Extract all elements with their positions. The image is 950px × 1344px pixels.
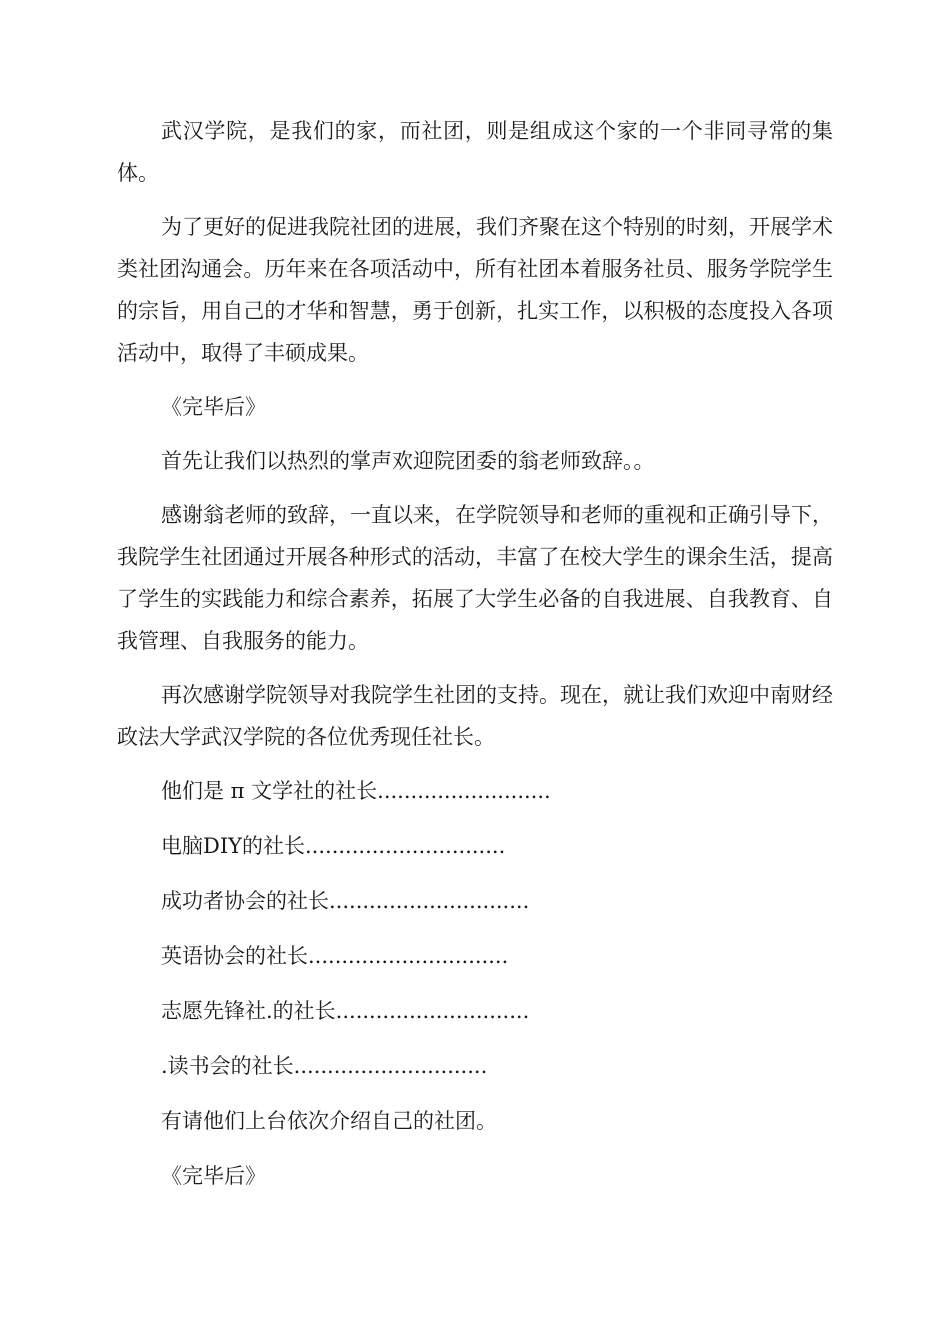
paragraph-welcome: 首先让我们以热烈的掌声欢迎院团委的翁老师致辞。。 [161, 449, 655, 473]
club-line: .读书会的社长............................. [161, 1054, 488, 1078]
club-line: 电脑DIY的社长.............................. [161, 834, 506, 858]
paragraph-introduce-presidents: 再次感谢学院领导对我院学生社团的支持。现在，就让我们欢迎中南财经政法大学武汉学院的各位优秀现任社长。 [117, 683, 833, 749]
paragraph-purpose: 为了更好的促进我院社团的进展，我们齐聚在这个特别的时刻，开展学术类社团沟通会。历年来在各项活动中，所有社团本着服务社员、服务学院学生的宗旨，用自己的才华和智慧，勇于创新，扎实工作，以积极的态度投入各项活动中，取得了丰硕成果。 [117, 215, 833, 365]
club-line: 成功者协会的社长.............................. [161, 889, 530, 913]
closing-invitation: 有请他们上台依次介绍自己的社团。 [161, 1109, 497, 1133]
paragraph-intro: 武汉学院，是我们的家，而社团，则是组成这个家的一个非同寻常的集体。 [117, 119, 833, 185]
document-body [117, 110, 833, 1210]
stage-direction: 《完毕后》 [161, 395, 266, 419]
club-line: 英语协会的社长.............................. [161, 944, 509, 968]
paragraph-thanks: 感谢翁老师的致辞，一直以来，在学院领导和老师的重视和正确引导下，我院学生社团通过开展各种形式的活动，丰富了在校大学生的课余生活，提高了学生的实践能力和综合素养，拓展了大学生必备的自我进展、自我教育、自我管理、自我服务的能力。 [117, 503, 833, 653]
club-line: 他们是 π 文学社的社长.......................... [161, 779, 551, 803]
club-line: 志愿先锋社.的社长............................. [161, 999, 530, 1023]
stage-direction: 《完毕后》 [161, 1164, 266, 1188]
